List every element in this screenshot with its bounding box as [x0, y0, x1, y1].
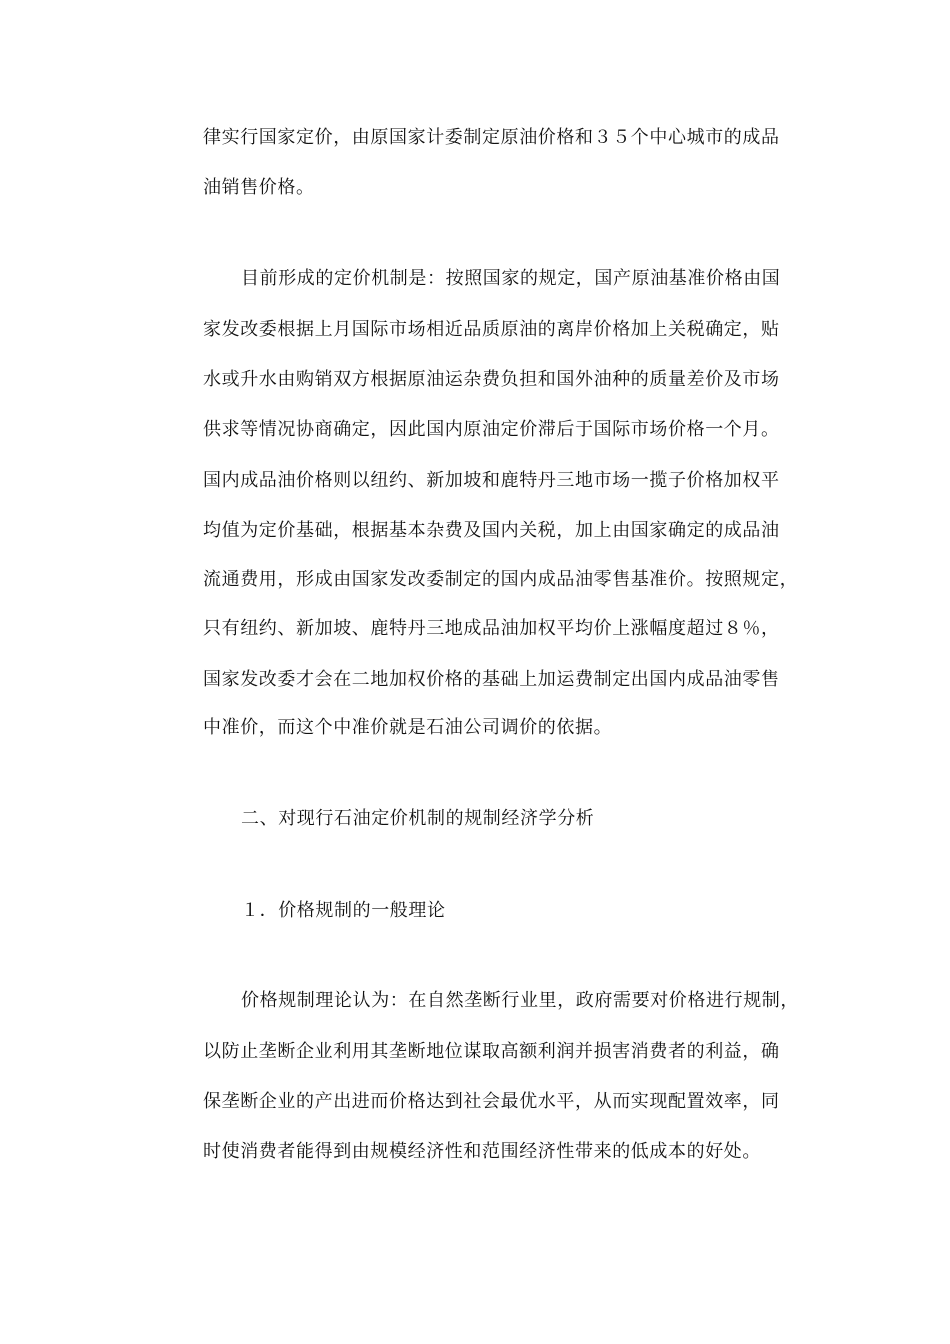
subsection-heading: １．价格规制的一般理论 — [241, 900, 446, 921]
paragraph-1-line-1: 律实行国家定价，由原国家计委制定原油价格和３５个中心城市的成品 — [203, 127, 780, 148]
paragraph-2-line-2: 家发改委根据上月国际市场相近品质原油的离岸价格加上关税确定，贴 — [203, 319, 780, 340]
paragraph-2-line-3: 水或升水由购销双方根据原油运杂费负担和国外油种的质量差价及市场 — [203, 369, 780, 390]
paragraph-3-line-4: 时使消费者能得到由规模经济性和范围经济性带来的低成本的好处。 — [203, 1141, 761, 1162]
paragraph-3-line-1: 价格规制理论认为：在自然垄断行业里，政府需要对价格进行规制， — [241, 990, 799, 1011]
paragraph-2-line-9: 国家发改委才会在二地加权价格的基础上加运费制定出国内成品油零售 — [203, 669, 780, 690]
paragraph-2-line-10: 中准价，而这个中准价就是石油公司调价的依据。 — [203, 717, 613, 738]
paragraph-2-line-5: 国内成品油价格则以纽约、新加坡和鹿特丹三地市场一揽子价格加权平 — [203, 470, 780, 491]
paragraph-1-line-2: 油销售价格。 — [203, 177, 315, 198]
section-heading: 二、对现行石油定价机制的规制经济学分析 — [241, 808, 595, 829]
paragraph-2-line-7: 流通费用，形成由国家发改委制定的国内成品油零售基准价。按照规定， — [203, 569, 799, 590]
paragraph-2-line-4: 供求等情况协商确定，因此国内原油定价滞后于国际市场价格一个月。 — [203, 419, 780, 440]
paragraph-2-line-1: 目前形成的定价机制是：按照国家的规定，国产原油基准价格由国 — [241, 268, 781, 289]
paragraph-2-line-6: 均值为定价基础，根据基本杂费及国内关税，加上由国家确定的成品油 — [203, 520, 780, 541]
paragraph-2-line-8: 只有纽约、新加坡、鹿特丹三地成品油加权平均价上涨幅度超过８％， — [203, 618, 780, 639]
paragraph-3-line-3: 保垄断企业的产出进而价格达到社会最优水平，从而实现配置效率，同 — [203, 1091, 780, 1112]
paragraph-3-line-2: 以防止垄断企业利用其垄断地位谋取高额利润并损害消费者的利益，确 — [203, 1041, 780, 1062]
